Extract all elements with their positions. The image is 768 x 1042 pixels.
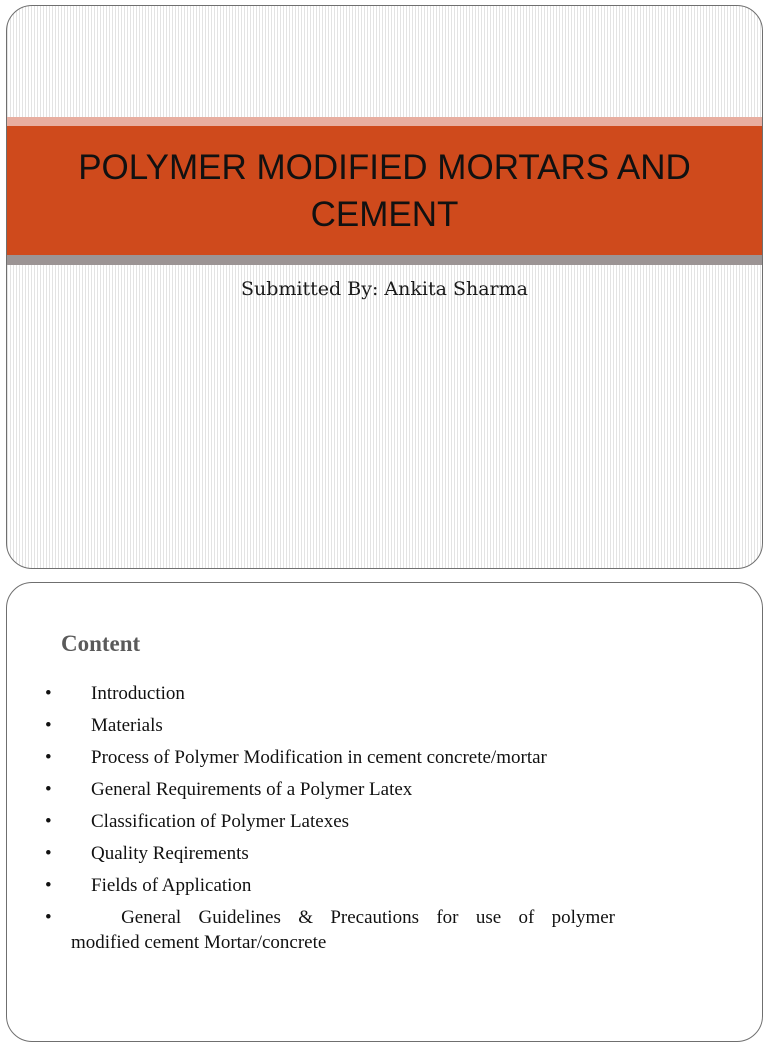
list-item-text: Classification of Polymer Latexes xyxy=(91,811,350,832)
bullet-icon: • xyxy=(45,715,52,736)
list-item-text-continued: modified cement Mortar/concrete xyxy=(71,932,327,953)
bullet-icon: • xyxy=(45,779,52,800)
list-item xyxy=(45,841,615,866)
list-item-text: Materials xyxy=(91,715,163,736)
title-band-top-stripe xyxy=(7,117,762,126)
list-item-text: Fields of Application xyxy=(91,875,252,896)
list-item-text: Introduction xyxy=(91,683,185,704)
title-band-bottom-stripe xyxy=(7,255,762,265)
list-item-text: Quality Reqirements xyxy=(91,843,249,864)
title-slide xyxy=(6,5,763,569)
list-item-text: Process of Polymer Modification in cement concrete/mortar xyxy=(91,747,547,768)
slide-title: POLYMER MODIFIED MORTARS AND CEMENT xyxy=(78,147,691,234)
content-list xyxy=(45,681,615,955)
list-item xyxy=(45,745,615,770)
slide-subtitle: Submitted By: Ankita Sharma xyxy=(241,278,528,300)
bullet-icon: • xyxy=(45,843,52,864)
list-item xyxy=(45,681,615,706)
bullet-icon: • xyxy=(45,683,52,704)
list-item xyxy=(45,777,615,802)
content-slide xyxy=(6,582,763,1042)
list-item xyxy=(45,905,615,955)
bullet-icon: • xyxy=(45,907,52,928)
bullet-icon: • xyxy=(45,875,52,896)
list-item xyxy=(45,809,615,834)
list-item xyxy=(45,713,615,738)
list-item-line xyxy=(45,905,616,930)
bullet-icon: • xyxy=(45,811,52,832)
content-heading: Content xyxy=(61,631,141,656)
list-item-text: General Guidelines & Precautions for use of polymer xyxy=(121,907,616,928)
title-band xyxy=(7,126,762,255)
bullet-icon: • xyxy=(45,747,52,768)
list-item xyxy=(45,873,615,898)
list-item-text: General Requirements of a Polymer Latex xyxy=(91,779,413,800)
